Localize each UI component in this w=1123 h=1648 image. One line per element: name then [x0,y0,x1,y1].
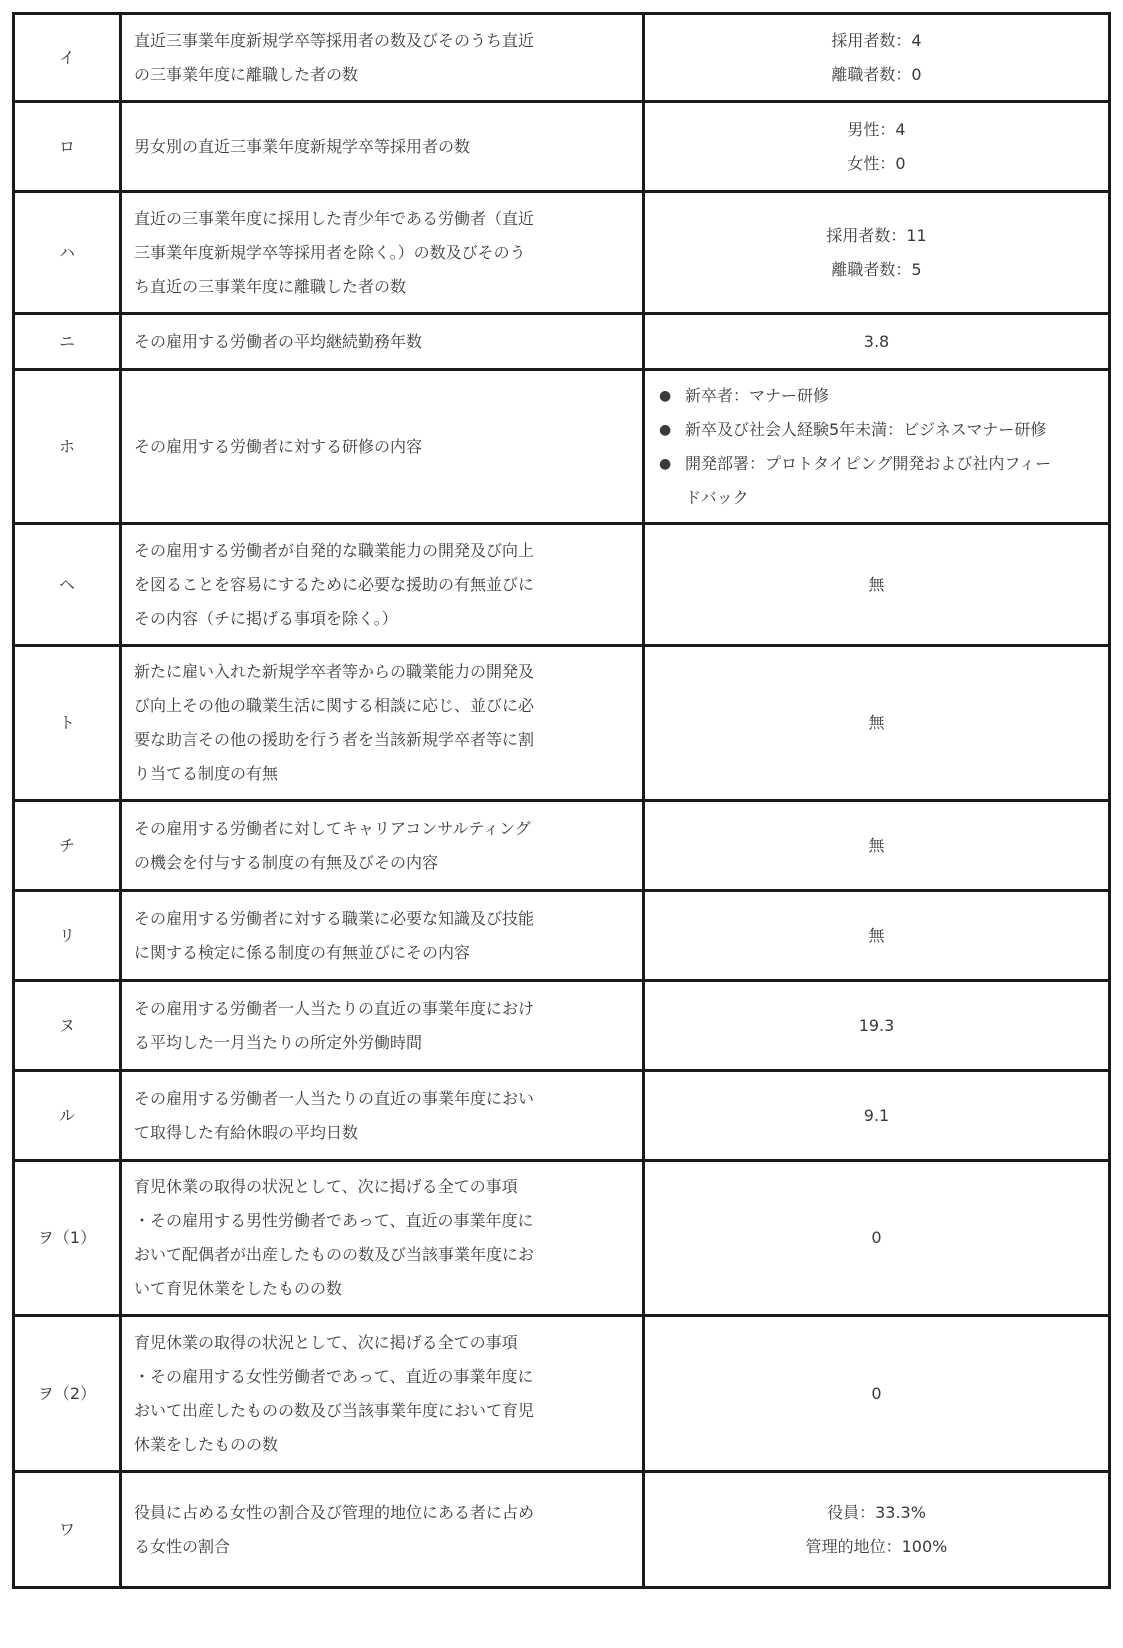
list-item: ● 開発部署：プロトタイピング開発および社内フィー ドバック [659,447,1096,515]
value-line: 役員：33.3% [827,1502,926,1522]
list-item: ● 新卒及び社会人経験5年未満：ビジネスマナー研修 [659,413,1096,447]
row-item [121,192,644,314]
item-line: 休業をしたものの数 [134,1434,279,1454]
item-line: る女性の割合 [134,1536,231,1556]
item-line: 三事業年度新規学卒等採用者を除く。）の数及びそのう [134,242,526,262]
item-line: 直近の三事業年度に採用した青少年である労働者（直近 [134,208,535,228]
item-line: その雇用する労働者の平均継続勤務年数 [134,331,423,351]
value-line: 無 [868,925,885,945]
table-row [14,1161,1110,1316]
value-line: 0 [871,1383,882,1403]
item-line: その雇用する労働者に対する研修の内容 [134,436,423,456]
item-line: いて育児休業をしたものの数 [134,1279,343,1298]
item-line: おいて出産したものの数及び当該事業年度において育児 [134,1400,535,1420]
list-item: ● 新卒者：マナー研修 [659,379,1096,413]
training-list [659,379,1096,515]
row-value [644,1161,1110,1316]
item-line: 要な助言その他の援助を行う者を当該新規学卒者等に割 [134,730,535,749]
item-line: 直近三事業年度新規学卒等採用者の数及びそのうち直近 [134,30,535,50]
row-item [121,314,644,370]
row-value [644,14,1110,102]
row-value [644,891,1110,981]
row-key: ホ [14,370,121,524]
item-line: 育児休業の取得の状況として、次に掲げる全ての事項 [134,1177,518,1196]
row-key: ニ [14,314,121,370]
table-row [14,524,1110,646]
row-key: チ [14,801,121,891]
table-row [14,370,1110,524]
row-value [644,646,1110,801]
item-line: る平均した一月当たりの所定外労働時間 [134,1032,423,1052]
bullet-icon: ● [659,421,672,438]
row-key: ハ [14,192,121,314]
value-line: 採用者数：4 [831,30,922,50]
row-value [644,314,1110,370]
row-item [121,646,644,801]
value-line: 離職者数：0 [831,64,922,84]
item-line: ・その雇用する男性労働者であって、直近の事業年度に [134,1211,534,1230]
item-line: 役員に占める女性の割合及び管理的地位にある者に占め [134,1502,535,1522]
row-item [121,1316,644,1472]
value-line: 3.8 [863,331,890,351]
item-line: 育児休業の取得の状況として、次に掲げる全ての事項 [134,1332,518,1352]
value-line: 離職者数：5 [831,259,922,279]
item-line: び向上その他の職業生活に関する相談に応じ、並びに必 [134,696,535,715]
item-line: ち直近の三事業年度に離職した者の数 [134,276,407,296]
value-line: 管理的地位：100% [805,1536,948,1556]
item-line: り当てる制度の有無 [134,764,279,783]
bullet-icon: ● [659,387,672,404]
table-row [14,891,1110,981]
row-key: ワ [14,1472,121,1588]
table-row [14,192,1110,314]
table-row [14,1071,1110,1161]
value-line: 女性：0 [847,153,906,173]
table-row [14,1316,1110,1472]
item-line: おいて配偶者が出産したものの数及び当該事業年度にお [134,1245,535,1264]
row-value [644,981,1110,1071]
value-line: 無 [868,574,885,594]
item-line: その雇用する労働者一人当たりの直近の事業年度におけ [134,998,535,1018]
value-line: 無 [868,835,885,855]
table-row [14,981,1110,1071]
row-item [121,891,644,981]
table-row [14,1472,1110,1588]
item-line: その雇用する労働者に対する職業に必要な知識及び技能 [134,908,535,928]
row-value [644,102,1110,192]
item-line: その内容（チに掲げる事項を除く。） [134,608,398,628]
item-line: て取得した有給休暇の平均日数 [134,1122,359,1142]
row-value [644,1472,1110,1588]
item-line: の三事業年度に離職した者の数 [134,64,359,84]
row-value [644,192,1110,314]
table-row [14,801,1110,891]
row-value [644,1071,1110,1161]
row-key: ヲ（1） [14,1161,121,1316]
row-key: ロ [14,102,121,192]
item-line: 新たに雇い入れた新規学卒者等からの職業能力の開発及 [134,662,535,681]
value-line: 0 [871,1228,882,1247]
value-line: 無 [868,713,885,732]
item-line: その雇用する労働者一人当たりの直近の事業年度におい [134,1088,535,1108]
row-key: ト [14,646,121,801]
row-value [644,370,1110,524]
row-item [121,981,644,1071]
item-line: を図ることを容易にするために必要な援助の有無並びに [134,574,535,594]
item-line: その雇用する労働者が自発的な職業能力の開発及び向上 [134,540,535,560]
value-line: 19.3 [858,1015,895,1035]
row-item [121,1472,644,1588]
value-line: 男性：4 [847,119,906,139]
row-item [121,14,644,102]
row-item [121,801,644,891]
table-row [14,646,1110,801]
row-key: ヘ [14,524,121,646]
row-value [644,524,1110,646]
value-line: 採用者数：11 [826,225,927,245]
row-item [121,1071,644,1161]
item-line: ・その雇用する女性労働者であって、直近の事業年度に [134,1366,534,1386]
row-key: ヌ [14,981,121,1071]
value-line: 9.1 [863,1105,890,1125]
row-item [121,524,644,646]
row-key: イ [14,14,121,102]
table-row [14,102,1110,192]
item-line: に関する検定に係る制度の有無並びにその内容 [134,942,471,962]
row-item [121,102,644,192]
table-row [14,14,1110,102]
row-key: リ [14,891,121,981]
row-key: ル [14,1071,121,1161]
item-line: 男女別の直近三事業年度新規学卒等採用者の数 [134,136,471,156]
bullet-icon: ● [659,455,672,472]
disclosure-table [12,12,1111,1589]
row-item [121,370,644,524]
row-value [644,1316,1110,1472]
row-value [644,801,1110,891]
row-item [121,1161,644,1316]
item-line: その雇用する労働者に対してキャリアコンサルティング [134,818,531,838]
table-row [14,314,1110,370]
row-key: ヲ（2） [14,1316,121,1472]
item-line: の機会を付与する制度の有無及びその内容 [134,852,439,872]
